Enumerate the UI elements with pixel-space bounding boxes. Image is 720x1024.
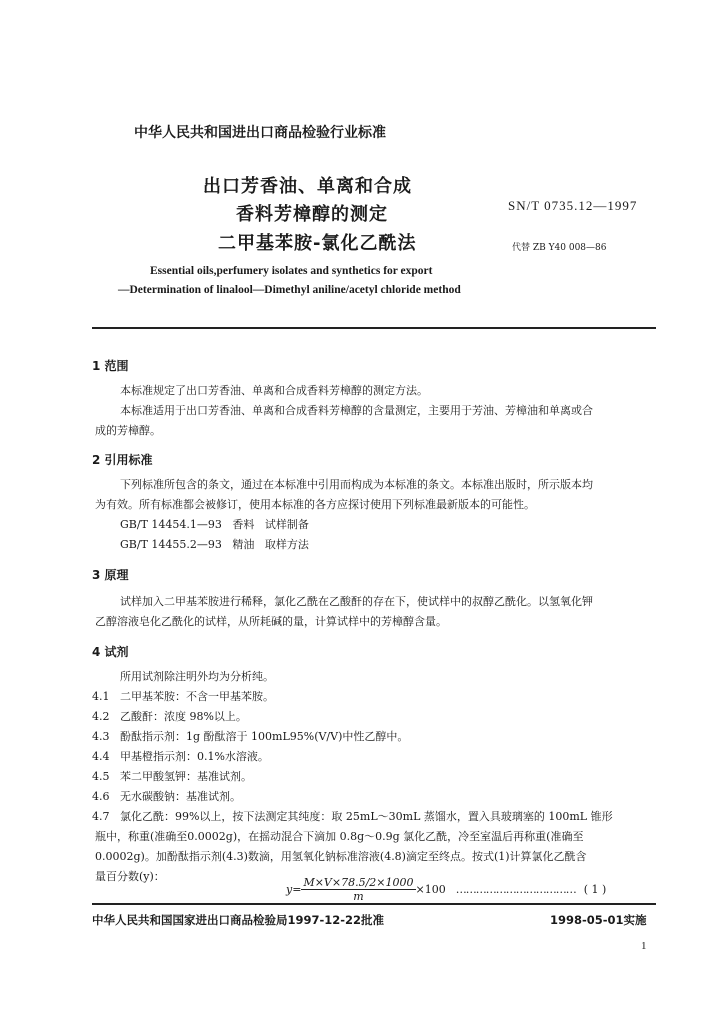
reference-gb-14455: GB/T 14455.2—93 精油 取样方法 (120, 538, 309, 551)
english-title-line-2: —Determination of linalool—Dimethyl aniline/acetyl chloride method (118, 284, 461, 296)
reagent-item: 4.3 酚酞指示剂：1g 酚酞溶于 100mL95%(V/V)中性乙醇中。 (92, 730, 409, 743)
section-2-para-1a: 下列标准所包含的条文，通过在本标准中引用而构成为本标准的条文。本标准出版时，所示版本均 (120, 478, 593, 491)
reagent-item-4-7-line-2: 瓶中，称重(准确至0.0002g)，在摇动混合下滴加 0.8g～0.9g 氯化乙酰，冷至室温后再称重(准确至 (95, 830, 584, 843)
formula-numerator: M×V×78.5/2×1000 (303, 876, 414, 889)
standard-category: 中华人民共和国进出口商品检验行业标准 (134, 125, 386, 141)
replaces-note: 代替 ZB Y40 008—86 (512, 243, 607, 253)
formula-leader-dots: ……………………………… (455, 883, 576, 896)
formula-lhs: y= (286, 883, 302, 896)
section-1-para-1: 本标准规定了出口芳香油、单离和合成香料芳樟醇的测定方法。 (120, 384, 428, 397)
reagent-item: 4.6 无水碳酸钠：基准试剂。 (92, 790, 241, 803)
section-1-para-2a: 本标准适用于出口芳香油、单离和合成香料芳樟醇的含量测定，主要用于芳油、芳樟油和单离或合 (120, 404, 593, 417)
standard-number: SN/T 0735.12—1997 (508, 198, 638, 213)
reagent-item: 4.1 二甲基苯胺：不含一甲基苯胺。 (92, 690, 274, 703)
section-3-para-1b: 乙醇溶液皂化乙酰化的试样，从所耗碱的量，计算试样中的芳樟醇含量。 (95, 615, 447, 628)
title-line-2: 香料芳樟醇的测定 (236, 204, 388, 225)
reagent-item-4-7-line-4: 量百分数(y)： (95, 870, 165, 883)
footer-divider (92, 903, 656, 905)
reference-gb-14454: GB/T 14454.1—93 香料 试样制备 (120, 518, 309, 531)
section-1-heading: 1 范围 (92, 359, 129, 373)
section-1-para-2b: 成的芳樟醇。 (95, 424, 161, 437)
reagent-item: 4.2 乙酸酐：浓度 98%以上。 (92, 710, 247, 723)
section-3-heading: 3 原理 (92, 568, 129, 582)
formula-denominator: m (353, 890, 364, 903)
title-line-3: 二甲基苯胺-氯化乙酰法 (218, 233, 417, 254)
formula-1 (286, 876, 606, 903)
section-3-para-1a: 试样加入二甲基苯胺进行稀释，氯化乙酰在乙酸酐的存在下，使试样中的叔醇乙酰化。以氢氧化钾 (120, 595, 593, 608)
header-divider (92, 327, 656, 329)
section-4-heading: 4 试剂 (92, 645, 129, 659)
reagent-item: 4.4 甲基橙指示剂：0.1%水溶液。 (92, 750, 269, 763)
reagent-item-4-7-line-1: 4.7 氯化乙酰：99%以上，按下法测定其纯度：取 25mL～30mL 蒸馏水，置入具玻璃塞的 100mL 锥形 (92, 810, 613, 823)
issuing-authority: 中华人民共和国国家进出口商品检验局1997-12-22批准 (92, 913, 385, 927)
effective-date: 1998-05-01实施 (550, 913, 647, 927)
page-number: 1 (641, 940, 647, 952)
english-title-line-1: Essential oils,perfumery isolates and synthetics for export (150, 265, 433, 277)
reagent-item: 4.5 苯二甲酸氢钾：基准试剂。 (92, 770, 252, 783)
reagent-item-4-7-line-3: 0.0002g)。加酚酞指示剂(4.3)数滴，用氢氧化钠标准溶液(4.8)滴定至终点。按式(1)计算氯化乙酰含 (95, 850, 587, 863)
formula-equation-number: ( 1 ) (583, 883, 607, 896)
formula-fraction (301, 876, 415, 903)
section-4-intro: 所用试剂除注明外均为分析纯。 (120, 670, 274, 683)
formula-tail: ×100 (415, 883, 446, 896)
section-2-heading: 2 引用标准 (92, 453, 153, 467)
section-2-para-1b: 为有效。所有标准都会被修订，使用本标准的各方应探讨使用下列标准最新版本的可能性。 (95, 498, 535, 511)
title-line-1: 出口芳香油、单离和合成 (203, 176, 412, 197)
